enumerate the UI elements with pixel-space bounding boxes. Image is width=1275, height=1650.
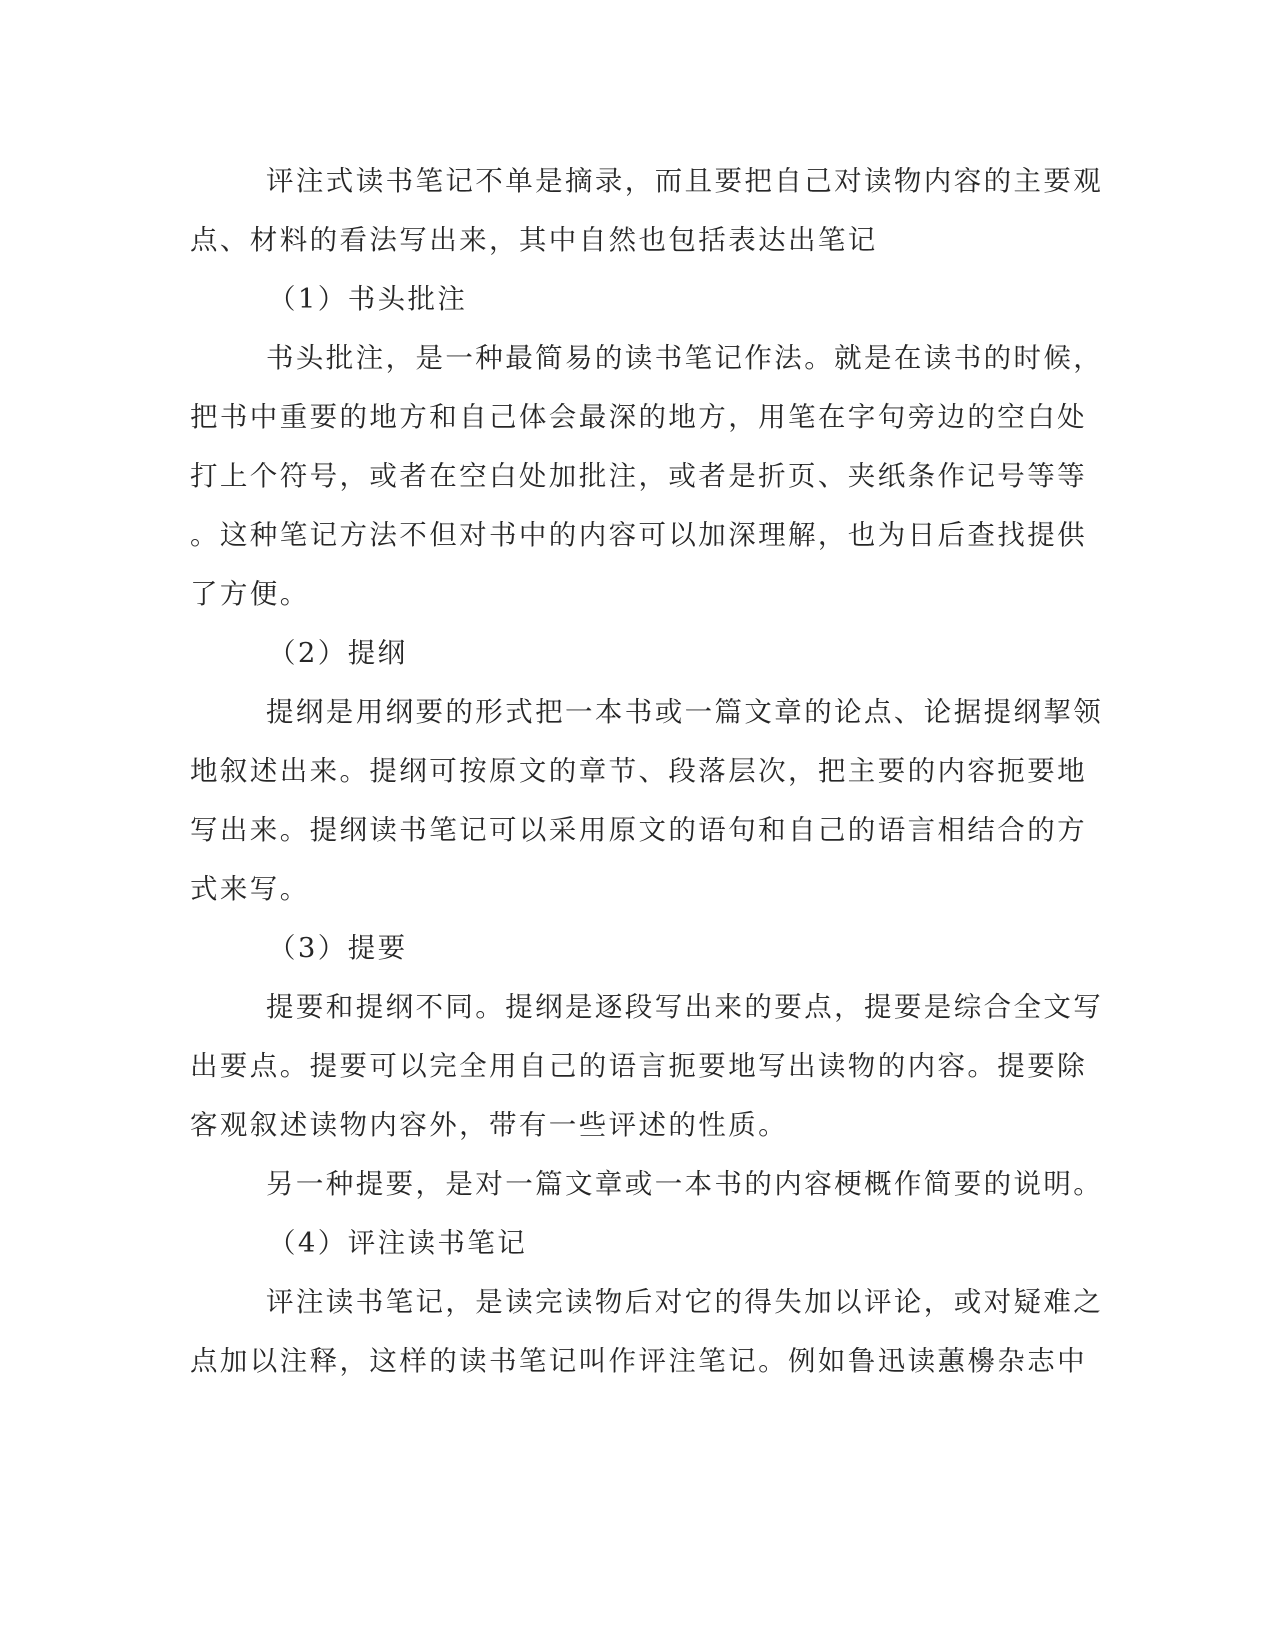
- paragraph-line: 评注式读书笔记不单是摘录，而且要把自己对读物内容的主要观: [266, 165, 1104, 197]
- paragraph-line: 评注读书笔记，是读完读物后对它的得失加以评论，或对疑难之: [266, 1286, 1104, 1318]
- section-heading: （1）书头批注: [268, 283, 468, 315]
- section-heading: （2）提纲: [268, 637, 408, 669]
- section-heading: （4）评注读书笔记: [268, 1227, 528, 1259]
- paragraph-line: 写出来。提纲读书笔记可以采用原文的语句和自己的语言相结合的方: [190, 814, 1087, 846]
- paragraph-line: 点加以注释，这样的读书笔记叫作评注笔记。例如鲁迅读蕙櫋杂志中: [190, 1345, 1087, 1377]
- paragraph-line: 地叙述出来。提纲可按原文的章节、段落层次，把主要的内容扼要地: [190, 755, 1087, 787]
- paragraph-line: 把书中重要的地方和自己体会最深的地方，用笔在字句旁边的空白处: [190, 401, 1087, 433]
- paragraph-line: 式来写。: [190, 873, 310, 905]
- paragraph-line: 客观叙述读物内容外，带有一些评述的性质。: [190, 1109, 788, 1141]
- paragraph-line: 提要和提纲不同。提纲是逐段写出来的要点，提要是综合全文写: [266, 991, 1104, 1023]
- paragraph-line: 点、材料的看法写出来，其中自然也包括表达出笔记: [190, 224, 878, 256]
- paragraph-line: 了方便。: [190, 578, 310, 610]
- paragraph-line: 打上个符号，或者在空白处加批注，或者是折页、夹纸条作记号等等: [190, 460, 1087, 492]
- paragraph-line: 。这种笔记方法不但对书中的内容可以加深理解，也为日后查找提供: [190, 519, 1087, 551]
- section-heading: （3）提要: [268, 932, 408, 964]
- paragraph-line: 另一种提要，是对一篇文章或一本书的内容梗概作简要的说明。: [266, 1168, 1104, 1200]
- paragraph-line: 提纲是用纲要的形式把一本书或一篇文章的论点、论据提纲挈领: [266, 696, 1104, 728]
- paragraph-line: 出要点。提要可以完全用自己的语言扼要地写出读物的内容。提要除: [190, 1050, 1087, 1082]
- paragraph-line: 书头批注，是一种最简易的读书笔记作法。就是在读书的时候，: [266, 342, 1104, 374]
